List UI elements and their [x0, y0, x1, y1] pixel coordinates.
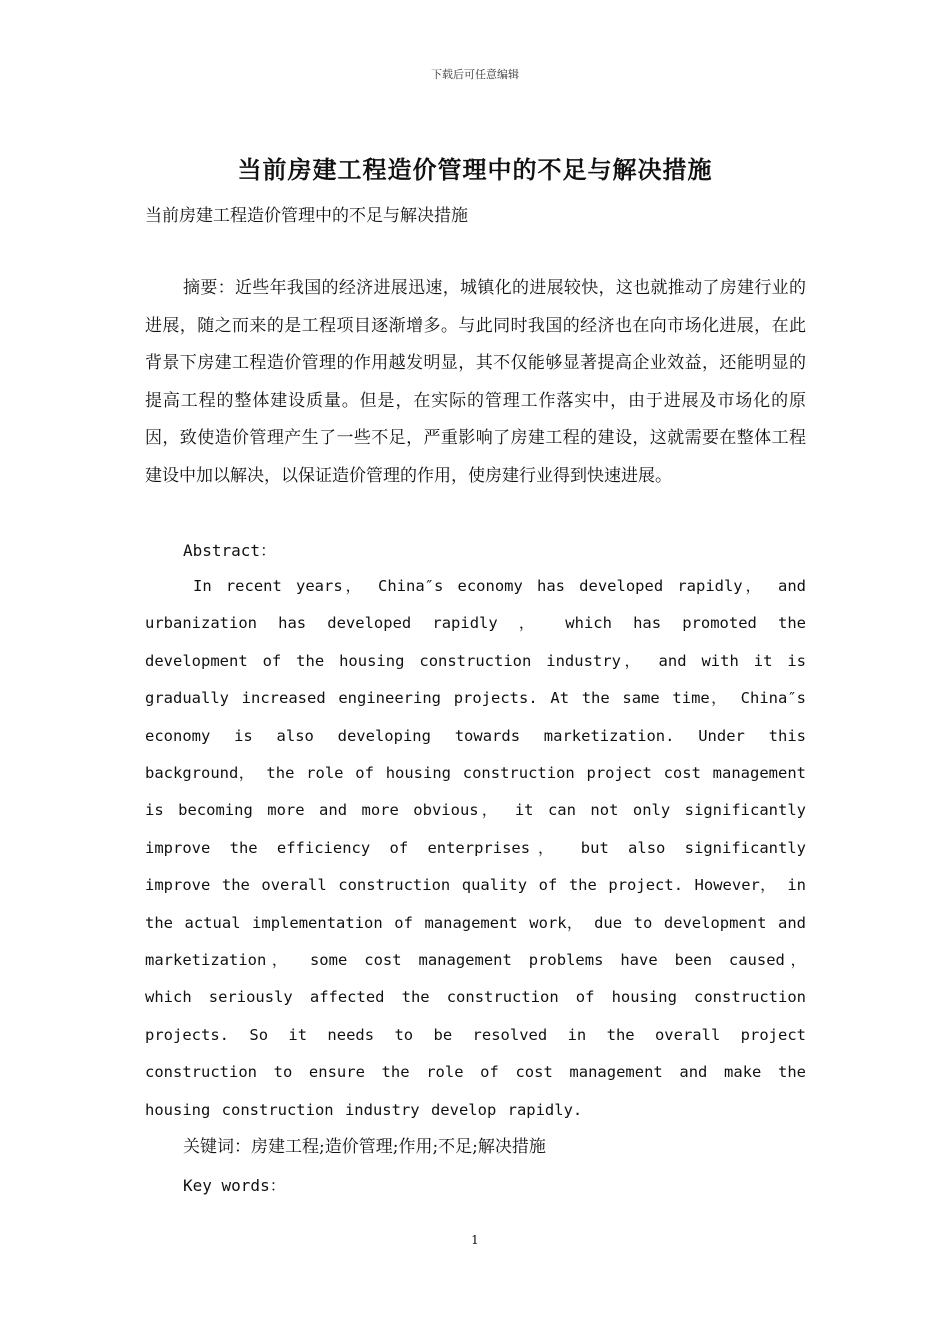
keywords-chinese: 关键词：房建工程;造价管理;作用;不足;解决措施	[183, 1137, 546, 1157]
document-title: 当前房建工程造价管理中的不足与解决措施	[237, 156, 713, 184]
page-number: 1	[471, 1233, 479, 1247]
header-note: 下载后可任意编辑	[431, 68, 519, 81]
abstract-chinese: 摘要：近些年我国的经济进展迅速，城镇化的进展较快，这也就推动了房建行业的进展，随之而来的是工程项目逐渐增多。与此同时我国的经济也在向市场化进展，在此背景下房建工程造价管理的作用越发明显，其不仅能够显著提高企业效益，还能明显的提高工程的整体建设质量。但是，在实际的管理工作落实中，由于进展及市场化的原因，致使造价管理产生了一些不足，严重影响了房建工程的建设，这就需要在整体工程建设中加以解决，以保证造价管理的作用，使房建行业得到快速进展。	[145, 278, 806, 486]
document-subtitle: 当前房建工程造价管理中的不足与解决措施	[145, 206, 468, 226]
abstract-english-label: Abstract：	[183, 541, 277, 560]
keywords-english-label: Key words：	[183, 1176, 286, 1195]
abstract-english: In recent years， China″s economy has developed rapidly， and urbanization has developed rapidly ， which has promoted the development of the housing construction industry， and with it is gradually increased engineering projects. At the same time， China″s economy is also developing towards marketization. Under this background， the role of housing construction project cost management is becoming more and more obvious， it can not only significantly improve the efficiency of enterprises， but also significantly improve the overall construction quality of the project. However， in the actual implementation of management work， due to development and marketization， some cost management problems have been caused， which seriously affected the construction of housing construction projects. So it needs to be resolved in the overall project construction to ensure the role of cost management and make the housing construction industry develop rapidly.	[145, 577, 806, 1119]
